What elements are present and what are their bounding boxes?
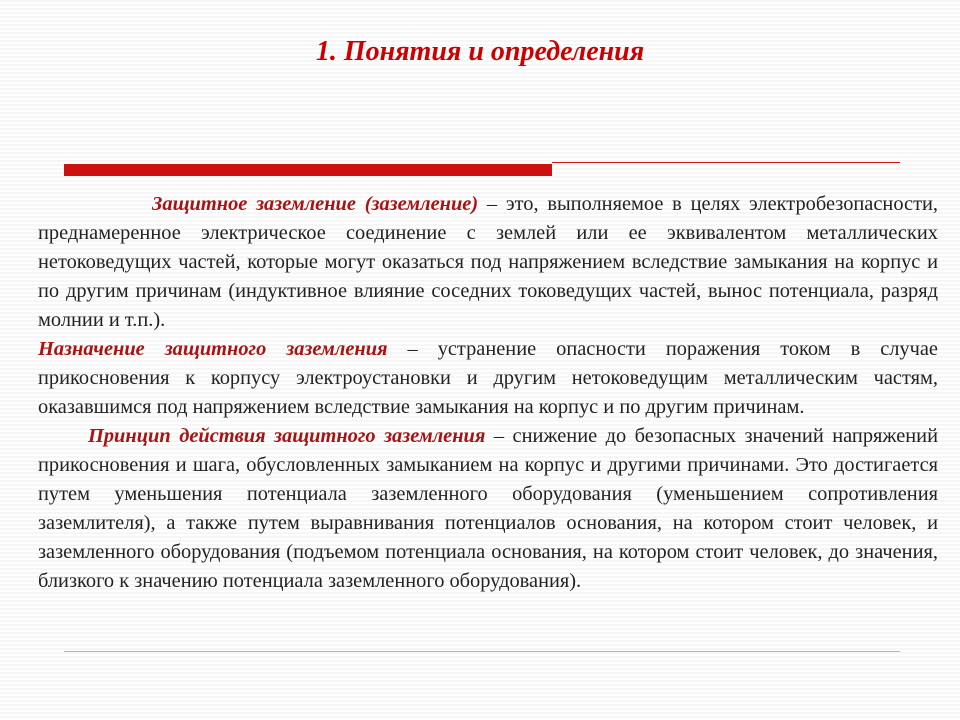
slide-title: 1. Понятия и определения [315, 36, 645, 67]
purpose-paragraph [38, 335, 938, 422]
term-principle: Принцип действия защитного заземления [88, 425, 486, 447]
title-divider-thin [552, 162, 900, 163]
principle-text: – снижение до безопасных значений напряжений прикосновения и шага, обусловленных замыканием на корпус и другими причинами. Это достигается путем уменьшения потенциала заземленного оборудования (уменьшением сопротивления заземлителя), а также путем выравнивания потенциалов основания, на котором стоит человек, и заземленного оборудования (подъемом потенциала основания, на котором стоит человек, до значения, близкого к значению потенциала заземленного оборудования). [38, 425, 939, 592]
term-protective-grounding: Защитное заземление (заземление) [152, 193, 479, 215]
slide-body [38, 190, 938, 596]
title-divider-thick [64, 164, 552, 176]
definition-paragraph [38, 190, 938, 335]
principle-paragraph [38, 422, 938, 596]
bottom-divider [64, 651, 900, 652]
purpose-text: – устранение опасности поражения током в случае прикосновения к корпусу электроустановки и другим нетоковедущим металлическим частям, оказавшимся под напряжением вследствие замыкания на корпус и по другим причинам. [38, 338, 938, 418]
definition-text: – это, выполняемое в целях электробезопасности, преднамеренное электрическое соединение с землей или ее эквивалентом металлических нетоковедущих частей, которые могут оказаться под напряжением вследствие замыкания на корпус и по другим причинам (индуктивное влияние соседних токоведущих частей, вынос потенциала, разряд молнии и т.п.). [38, 193, 938, 331]
term-purpose: Назначение защитного заземления [38, 338, 388, 360]
